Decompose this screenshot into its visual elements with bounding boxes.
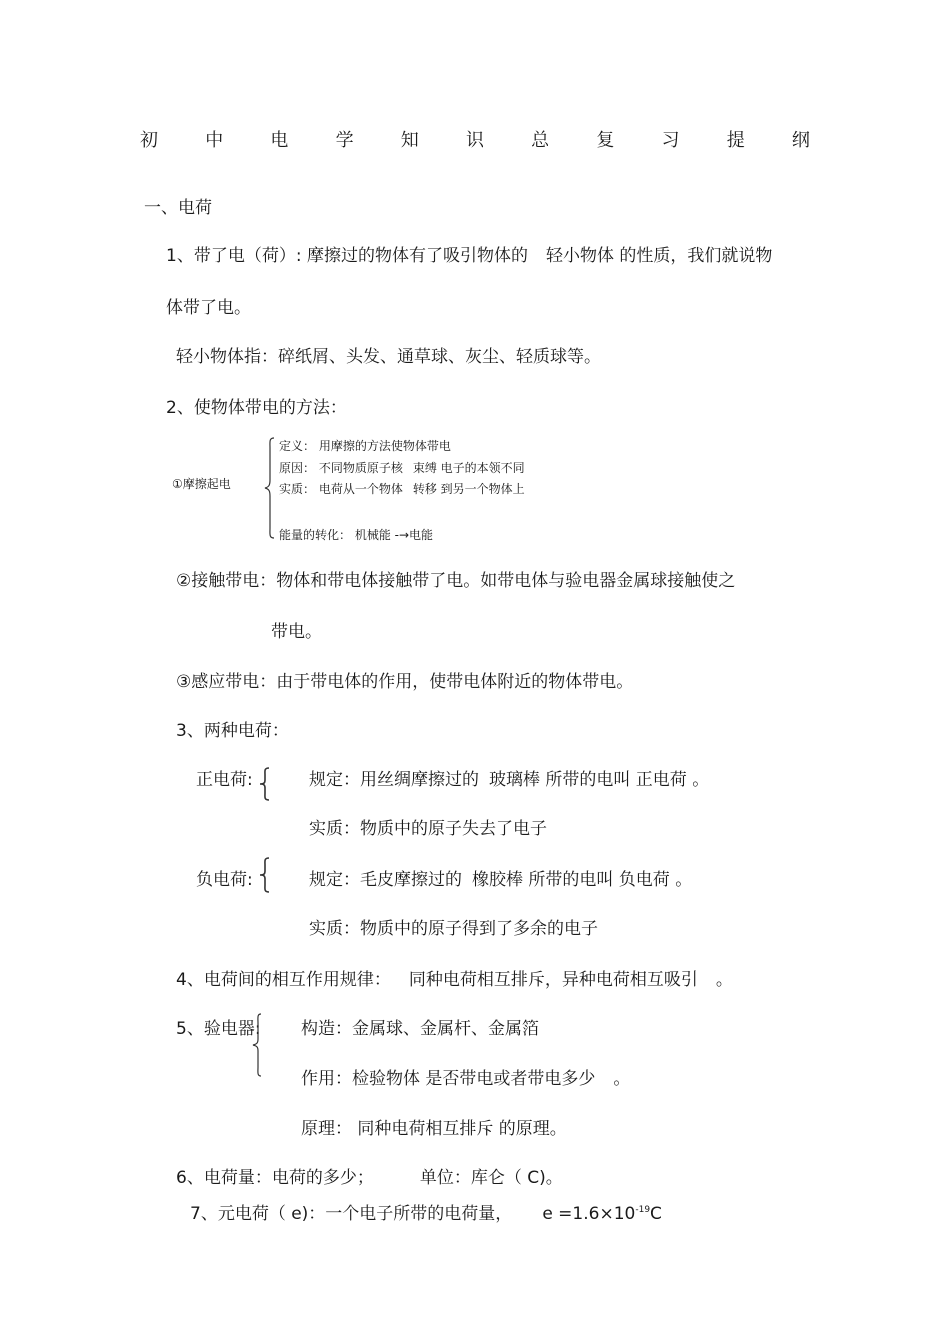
contact-line2: 带电。 bbox=[271, 622, 322, 642]
item2-heading: 2、使物体带电的方法： bbox=[166, 398, 347, 418]
electroscope-principle: 原理： 同种电荷相互排斥 的原理。 bbox=[301, 1119, 567, 1139]
item7-unit: C bbox=[650, 1204, 662, 1224]
friction-reason-b: 束缚 电子的本领不同 bbox=[412, 461, 525, 475]
title-char: 提 bbox=[726, 130, 745, 151]
item4-line bbox=[176, 969, 733, 991]
negative-rule-b: 橡胶棒 所带的电叫 负电荷 。 bbox=[472, 870, 693, 890]
positive-rule-b: 玻璃棒 所带的电叫 正电荷 。 bbox=[489, 770, 710, 790]
friction-essence-b: 转移 到另一个物体上 bbox=[412, 482, 525, 496]
item7-line bbox=[190, 1203, 662, 1225]
title-char: 电 bbox=[270, 130, 289, 151]
negative-rule-a: 规定：毛皮摩擦过的 bbox=[309, 870, 462, 890]
negative-label: 负电荷: bbox=[196, 870, 253, 890]
item7-exponent: -19 bbox=[635, 1205, 651, 1215]
electroscope-function bbox=[301, 1068, 630, 1090]
electroscope-function-b: 。 bbox=[613, 1069, 631, 1089]
title-char: 复 bbox=[596, 130, 615, 151]
friction-essence bbox=[279, 481, 525, 497]
induction-line: ③感应带电：由于带电体的作用，使带电体附近的物体带电。 bbox=[176, 672, 634, 692]
item1-note: 轻小物体指：碎纸屑、头发、通草球、灰尘、轻质球等。 bbox=[176, 347, 601, 367]
friction-definition: 定义： 用摩擦的方法使物体带电 bbox=[279, 439, 451, 453]
negative-essence: 实质：物质中的原子得到了多余的电子 bbox=[309, 919, 598, 939]
electroscope-brace bbox=[250, 1012, 264, 1078]
title-char: 知 bbox=[400, 130, 419, 151]
electroscope-label: 5、验电器: bbox=[176, 1019, 261, 1039]
item1-line2: 体带了电。 bbox=[166, 298, 251, 318]
contact-line1: ②接触带电：物体和带电体接触带了电。如带电体与验电器金属球接触使之 bbox=[176, 571, 736, 591]
friction-label: ①摩擦起电 bbox=[172, 477, 231, 491]
title-char: 习 bbox=[661, 130, 680, 151]
negative-brace bbox=[256, 856, 272, 894]
friction-reason-a: 原因： 不同物质原子核 bbox=[279, 461, 403, 475]
friction-essence-a: 实质： 电荷从一个物体 bbox=[279, 482, 403, 496]
title-char: 纲 bbox=[791, 130, 810, 151]
friction-reason bbox=[279, 460, 525, 476]
friction-brace bbox=[262, 436, 278, 540]
title-char: 中 bbox=[205, 130, 224, 151]
page-title bbox=[140, 130, 810, 152]
friction-energy: 能量的转化： 机械能 -→电能 bbox=[279, 528, 434, 542]
item1-keyword: 轻小物体 bbox=[545, 246, 614, 266]
item1-line1 bbox=[166, 245, 772, 267]
title-char: 总 bbox=[531, 130, 550, 151]
positive-label: 正电荷: bbox=[196, 770, 253, 790]
item6-text-a: 6、电荷量：电荷的多少； bbox=[176, 1168, 374, 1188]
item1-text-c: 的性质，我们就说物 bbox=[619, 246, 773, 266]
item6-text-b: 单位：库仑（ C)。 bbox=[419, 1168, 563, 1188]
positive-brace bbox=[256, 766, 272, 802]
section-heading: 一、电荷 bbox=[144, 198, 212, 218]
item7-value: e =1.6×10 bbox=[542, 1204, 636, 1224]
item7-text-a: 7、元电荷（ e)：一个电子所带的电荷量， bbox=[190, 1204, 513, 1224]
positive-rule bbox=[309, 769, 709, 791]
item6-line bbox=[176, 1167, 563, 1189]
item4-text-a: 4、电荷间的相互作用规律： bbox=[176, 970, 391, 990]
negative-rule bbox=[309, 869, 692, 891]
item3-heading: 3、两种电荷： bbox=[176, 721, 289, 741]
electroscope-function-a: 作用：检验物体 是否带电或者带电多少 bbox=[301, 1069, 596, 1089]
positive-rule-a: 规定：用丝绸摩擦过的 bbox=[309, 770, 479, 790]
electroscope-structure: 构造：金属球、金属杆、金属箔 bbox=[301, 1019, 539, 1039]
title-char: 学 bbox=[335, 130, 354, 151]
item4-text-c: 。 bbox=[715, 970, 733, 990]
item1-text-a: 1、带了电（荷）: 摩擦过的物体有了吸引物体的 bbox=[166, 246, 528, 266]
title-char: 识 bbox=[465, 130, 484, 151]
item4-text-b: 同种电荷相互排斥，异种电荷相互吸引 bbox=[408, 970, 698, 990]
positive-essence: 实质：物质中的原子失去了电子 bbox=[309, 819, 547, 839]
title-char: 初 bbox=[140, 130, 158, 151]
